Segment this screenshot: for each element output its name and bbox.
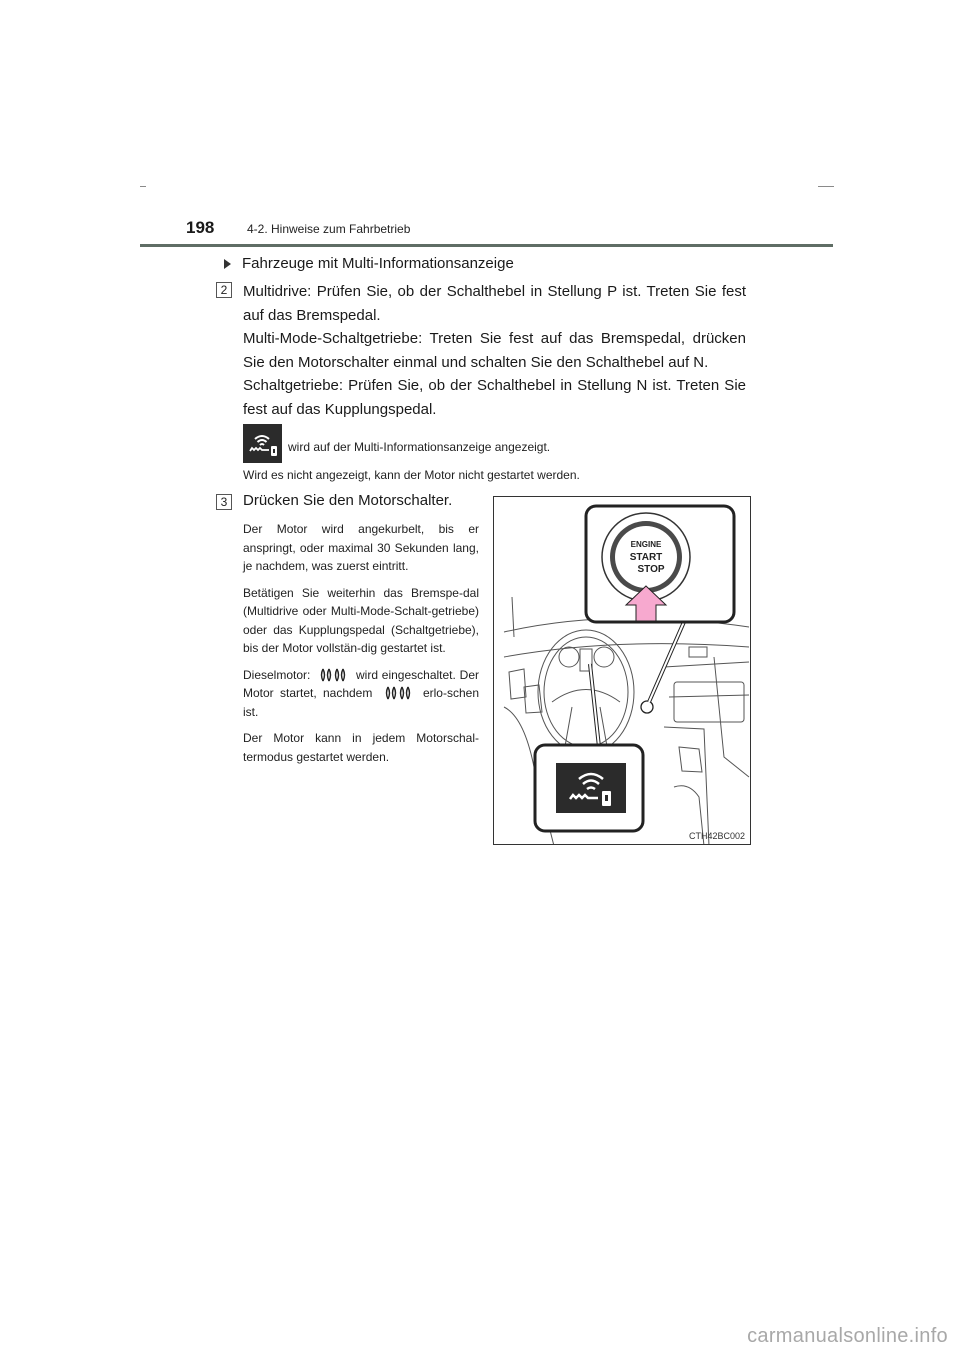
step2-note: Wird es nicht angezeigt, kann der Motor nicht gestartet werden. — [243, 468, 580, 482]
indicator-caption: wird auf der Multi-Informationsanzeige angezeigt. — [288, 440, 551, 454]
step3-heading: Drücken Sie den Motorschalter. — [243, 492, 453, 509]
step2-paragraph-1: Multidrive: Prüfen Sie, ob der Schalthebel in Stellung P ist. Treten Sie fest auf das Bremspedal. — [243, 283, 746, 324]
step3-paragraph-3: Dieselmotor: wird eingeschaltet. Der Motor startet, nachdem erlo-schen ist. — [243, 667, 479, 719]
triangle-bullet-icon — [224, 259, 231, 269]
dashboard-illustration — [494, 497, 751, 845]
section-title: 4-2. Hinweise zum Fahrbetrieb — [247, 222, 411, 236]
header-rule — [140, 244, 833, 247]
glow-plug-icon — [320, 667, 346, 683]
sub-heading-text: Fahrzeuge mit Multi-Informationsanzeige — [242, 255, 514, 272]
crop-mark-left — [140, 186, 146, 187]
step3-paragraph-1: Der Motor wird angekurbelt, bis er anspringt, oder maximal 30 Sekunden lang, je nachdem, was zuerst eintritt. — [243, 522, 479, 573]
watermark: carmanualsonline.info — [747, 1325, 948, 1347]
glow-plug-icon — [385, 685, 411, 701]
step3-paragraph-2: Betätigen Sie weiterhin das Bremspe-dal (Multidrive oder Multi-Mode-Schalt-getriebe) oder das Kupplungspedal (Schaltgetriebe), bis der Motor vollstän-dig gestartet ist. — [243, 585, 479, 655]
step2-paragraph-3: Schaltgetriebe: Prüfen Sie, ob der Schalthebel in Stellung N ist. Treten Sie fest auf das Kupplungspedal. — [243, 377, 746, 418]
page-number: 198 — [186, 218, 215, 237]
figure-code: CTH42BC002 — [688, 831, 745, 841]
crop-mark-right — [818, 186, 834, 187]
stop-label: STOP — [637, 564, 665, 575]
sub-heading — [224, 255, 514, 272]
dashboard-figure — [493, 496, 751, 845]
step3-body — [243, 520, 479, 774]
step-badge-3: 3 — [216, 494, 232, 510]
start-indicator-icon — [243, 424, 282, 463]
start-label: START — [629, 552, 663, 563]
step3-paragraph-4: Der Motor kann in jedem Motorschal-termodus gestartet werden. — [243, 731, 479, 764]
step-badge-2: 2 — [216, 282, 232, 298]
step2-paragraph-2: Multi-Mode-Schaltgetriebe: Treten Sie fest auf das Bremspedal, drücken Sie den Motorschalter einmal und schalten Sie den Schalthebel auf N. — [243, 330, 746, 371]
engine-label: ENGINE — [630, 540, 662, 549]
